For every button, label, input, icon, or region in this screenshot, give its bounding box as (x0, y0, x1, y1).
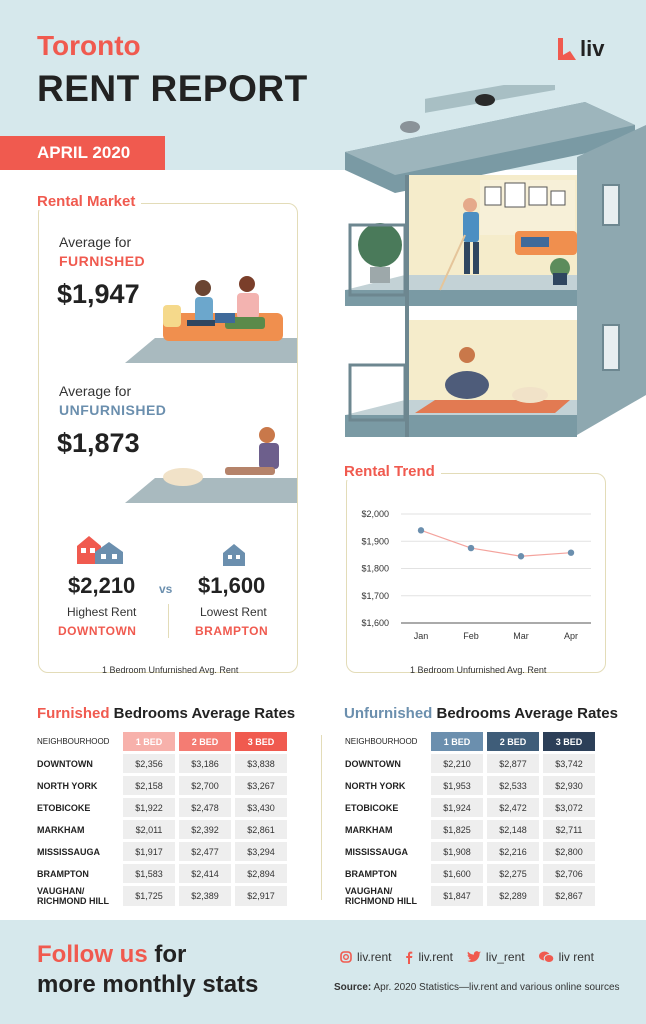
rate-cell: $2,917 (235, 886, 287, 906)
table-row (37, 754, 287, 773)
x-tick-label: Jan (413, 631, 429, 641)
y-tick-label: $2,000 (361, 509, 389, 519)
rate-cell: $2,706 (543, 864, 595, 883)
table-row (345, 754, 595, 773)
x-tick-label: Feb (463, 631, 479, 641)
table-row (37, 842, 287, 861)
rate-cell: $1,908 (431, 842, 483, 861)
neighbourhood-cell: MARKHAM (345, 824, 393, 835)
instagram-link[interactable] (340, 950, 391, 964)
column-header-neighbourhood: NEIGHBOURHOOD (345, 737, 418, 746)
page-title-city: Toronto (37, 30, 141, 61)
table-row (345, 842, 595, 861)
table-row (345, 798, 595, 817)
table-row (37, 886, 287, 906)
table-row (345, 864, 595, 883)
rate-cell: $2,216 (487, 842, 539, 861)
rate-cell: $3,186 (179, 754, 231, 773)
page-title: RENT REPORT (37, 68, 308, 109)
small-house-icon (223, 544, 245, 566)
rate-cell: $1,922 (123, 798, 175, 817)
neighbourhood-cell: ETOBICOKE (345, 802, 399, 813)
table-row (37, 776, 287, 795)
column-header-1-bed: 1 BED (123, 732, 175, 751)
rate-cell: $2,392 (179, 820, 231, 839)
facebook-label: liv.rent (418, 950, 453, 964)
follow-us-rest: for (147, 941, 187, 968)
twitter-icon (467, 951, 481, 963)
furnished-header-row (37, 732, 287, 751)
rate-cell: $2,477 (179, 842, 231, 861)
table-row (37, 864, 287, 883)
neighbourhood-cell: NORTH YORK (345, 780, 406, 791)
data-point (568, 549, 574, 555)
column-header-2-bed: 2 BED (179, 732, 231, 751)
neighbourhood-cell: VAUGHAN/ RICHMOND HILL (345, 886, 417, 906)
wechat-label: liv rent (558, 950, 594, 964)
lowest-rent-area: BRAMPTON (195, 624, 269, 638)
neighbourhood-cell: NORTH YORK (37, 780, 98, 791)
twitter-link[interactable] (467, 950, 525, 964)
liv-logo-icon (556, 38, 576, 60)
unfurnished-woman-illustration (125, 425, 297, 505)
vs-text: vs (159, 582, 173, 596)
furnished-avg-value: $1,947 (57, 279, 140, 309)
table-row (345, 886, 595, 906)
unfurnished-rates-table (341, 729, 599, 909)
rate-cell: $1,825 (431, 820, 483, 839)
column-header-1-bed: 1 BED (431, 732, 483, 751)
rate-cell: $2,389 (179, 886, 231, 906)
unfurnished-avg-value: $1,873 (57, 428, 140, 458)
report-date: APRIL 2020 (0, 136, 165, 170)
column-header-3-bed: 3 BED (235, 732, 287, 751)
rate-cell: $2,478 (179, 798, 231, 817)
rate-cell: $1,600 (431, 864, 483, 883)
y-tick-label: $1,600 (361, 618, 389, 628)
rental-trend-note: 1 Bedroom Unfurnished Avg. Rent (410, 665, 547, 675)
rate-cell: $3,072 (543, 798, 595, 817)
wechat-link[interactable] (539, 950, 594, 964)
rate-cell: $2,700 (179, 776, 231, 795)
neighbourhood-cell: VAUGHAN/ RICHMOND HILL (37, 886, 109, 906)
neighbourhood-cell: DOWNTOWN (345, 758, 401, 769)
rate-cell: $2,894 (235, 864, 287, 883)
rate-cell: $2,877 (487, 754, 539, 773)
x-tick-label: Apr (563, 631, 579, 641)
unfurnished-table-title-rest: Bedrooms Average Rates (432, 705, 618, 722)
wechat-icon (539, 951, 554, 963)
rate-cell: $3,294 (235, 842, 287, 861)
highest-rent-label: Highest Rent (67, 605, 137, 619)
instagram-icon (340, 951, 352, 963)
unfurnished-table-title-accent: Unfurnished (344, 705, 433, 722)
facebook-icon (405, 951, 413, 964)
rate-cell: $1,725 (123, 886, 175, 906)
rate-cell: $2,867 (543, 886, 595, 906)
furnished-rates-table (33, 729, 291, 909)
neighbourhood-cell: MARKHAM (37, 824, 85, 835)
follow-us-callout (37, 940, 258, 1000)
table-row (37, 820, 287, 839)
lowest-rent-label: Lowest Rent (200, 605, 267, 619)
rate-cell: $2,356 (123, 754, 175, 773)
y-tick-label: $1,700 (361, 590, 389, 601)
trend-line (421, 530, 571, 556)
rate-cell: $3,267 (235, 776, 287, 795)
data-point (418, 527, 424, 533)
rate-cell: $2,861 (235, 820, 287, 839)
table-row (345, 776, 595, 795)
column-header-3-bed: 3 BED (543, 732, 595, 751)
unfurnished-table-title (344, 705, 618, 722)
furnished-avg-label: Average for (59, 234, 132, 250)
column-header-2-bed: 2 BED (487, 732, 539, 751)
rate-cell: $2,011 (123, 820, 175, 839)
rental-market-note: 1 Bedroom Unfurnished Avg. Rent (102, 665, 239, 675)
source-note (334, 982, 620, 993)
table-row (345, 820, 595, 839)
logo-text: liv (580, 36, 605, 61)
rate-cell: $2,414 (179, 864, 231, 883)
rental-trend-heading: Rental Trend (344, 463, 441, 480)
brand-logo[interactable] (556, 36, 604, 62)
x-tick-label: Mar (513, 631, 529, 641)
city-houses-icon (77, 534, 123, 566)
follow-us-accent: Follow us (37, 941, 148, 968)
rate-cell: $3,430 (235, 798, 287, 817)
rate-cell: $3,838 (235, 754, 287, 773)
neighbourhood-cell: MISSISSAUGA (345, 846, 409, 857)
table-row (37, 798, 287, 817)
rental-trend-chart (346, 500, 606, 650)
data-point (518, 553, 524, 559)
highest-rent-value: $2,210 (68, 573, 136, 598)
rate-cell: $1,953 (431, 776, 483, 795)
neighbourhood-cell: MISSISSAUGA (37, 846, 101, 857)
tables-divider (321, 735, 322, 900)
rate-cell: $2,533 (487, 776, 539, 795)
column-header-neighbourhood: NEIGHBOURHOOD (37, 737, 110, 746)
unfurnished-avg-label: Average for (59, 383, 132, 399)
furnished-couple-illustration (125, 275, 297, 365)
facebook-link[interactable] (405, 950, 452, 964)
rate-cell: $2,800 (543, 842, 595, 861)
rate-cell: $1,847 (431, 886, 483, 906)
furnished-table-title (37, 705, 295, 722)
follow-us-line2: more monthly stats (37, 971, 259, 998)
rate-cell: $2,472 (487, 798, 539, 817)
rate-cell: $2,711 (543, 820, 595, 839)
rate-cell: $1,924 (431, 798, 483, 817)
building-illustration (345, 85, 646, 440)
rate-cell: $2,210 (431, 754, 483, 773)
neighbourhood-cell: DOWNTOWN (37, 758, 93, 769)
y-tick-label: $1,800 (361, 563, 389, 574)
neighbourhood-cell: BRAMPTON (37, 868, 89, 879)
furnished-category: FURNISHED (59, 253, 146, 269)
source-label: Source: (334, 982, 372, 993)
y-tick-label: $1,900 (361, 536, 389, 547)
neighbourhood-cell: BRAMPTON (345, 868, 397, 879)
unfurnished-category: UNFURNISHED (59, 402, 167, 418)
lowest-rent-value: $1,600 (198, 573, 266, 598)
social-links (340, 950, 594, 964)
rate-cell: $1,917 (123, 842, 175, 861)
rate-cell: $2,289 (487, 886, 539, 906)
rental-market-heading: Rental Market (37, 193, 141, 210)
rate-cell: $2,148 (487, 820, 539, 839)
twitter-label: liv_rent (485, 950, 525, 964)
rate-cell: $2,275 (487, 864, 539, 883)
instagram-label: liv.rent (357, 950, 392, 964)
rate-cell: $2,158 (123, 776, 175, 795)
neighbourhood-cell: ETOBICOKE (37, 802, 91, 813)
highest-rent-area: DOWNTOWN (58, 624, 137, 638)
source-text: Apr. 2020 Statistics—liv.rent and various online sources (371, 982, 620, 993)
unfurnished-header-row (345, 732, 595, 751)
furnished-table-title-accent: Furnished (37, 705, 110, 722)
rate-cell: $3,742 (543, 754, 595, 773)
furnished-table-title-rest: Bedrooms Average Rates (109, 705, 296, 722)
rate-cell: $1,583 (123, 864, 175, 883)
rent-divider (168, 604, 169, 638)
rate-cell: $2,930 (543, 776, 595, 795)
data-point (468, 545, 474, 551)
